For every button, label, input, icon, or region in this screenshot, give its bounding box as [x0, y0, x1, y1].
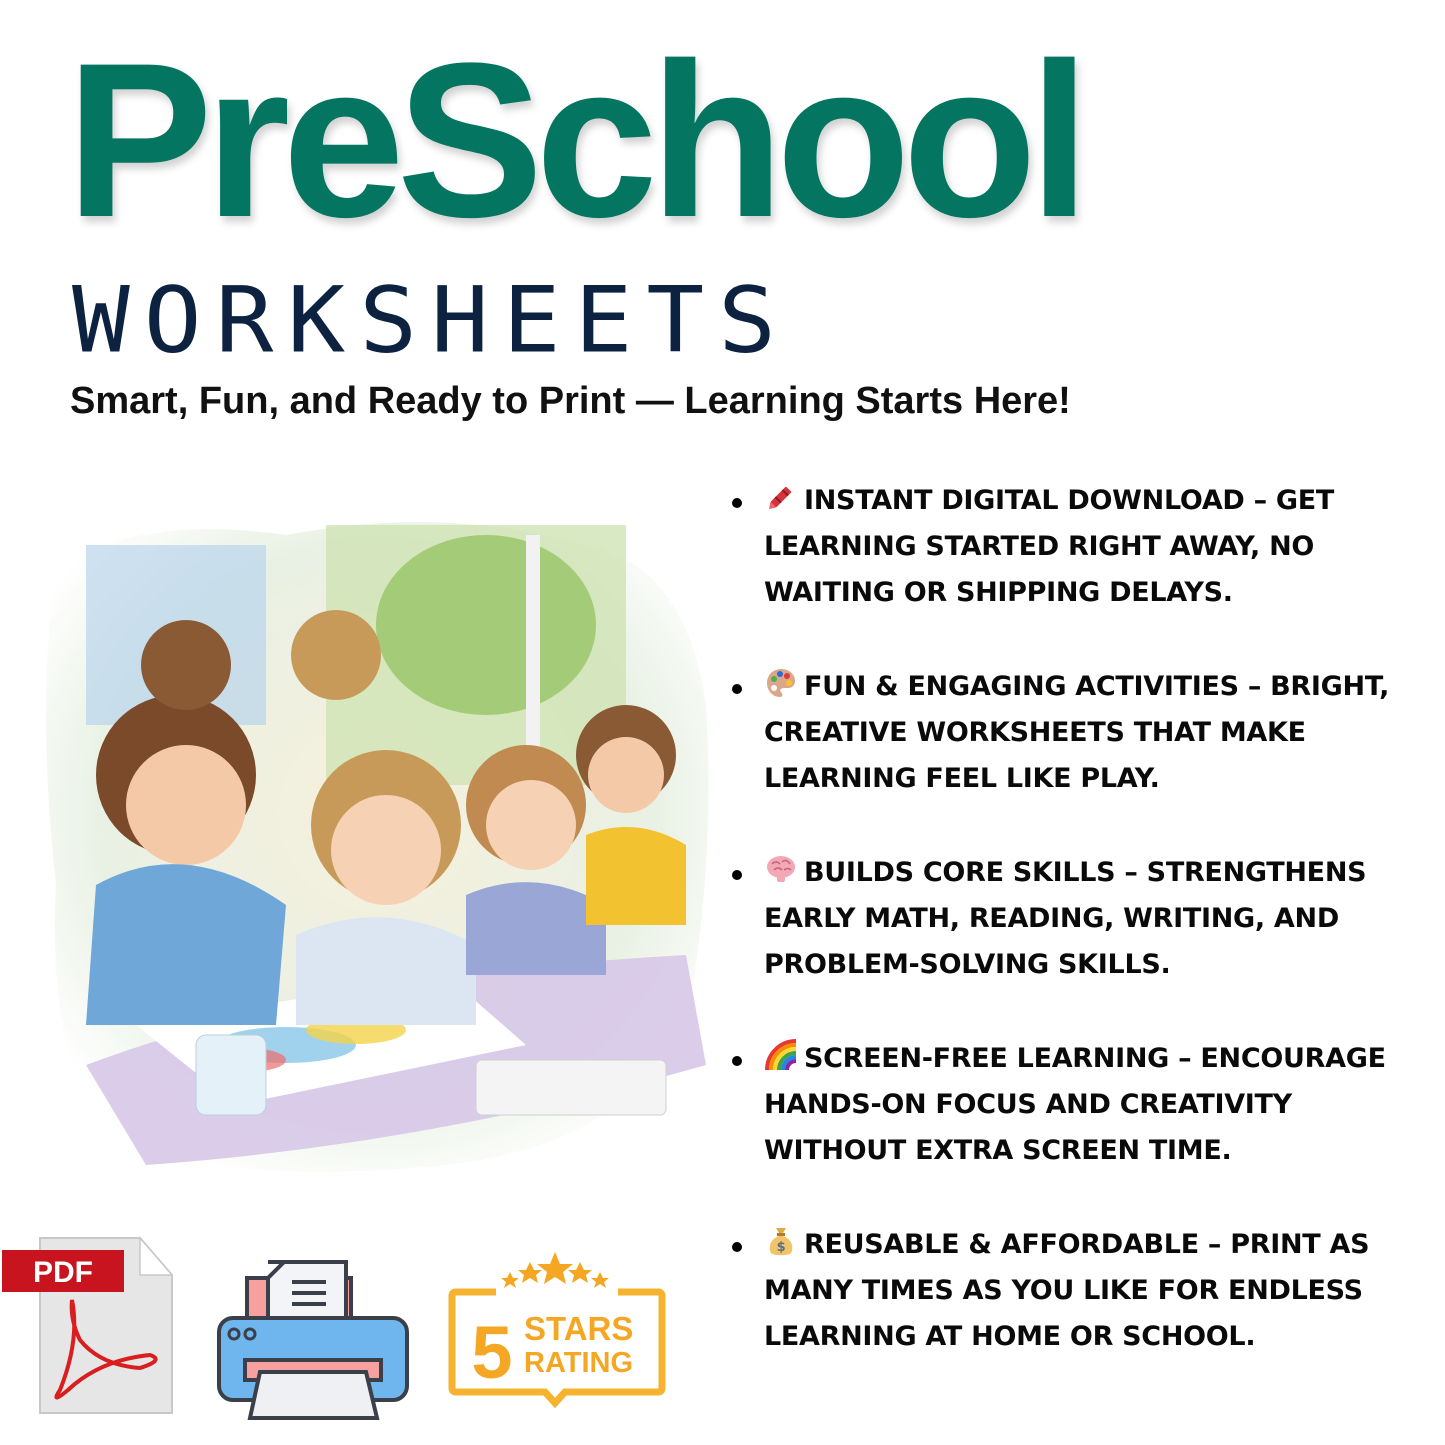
feature-text: REUSABLE & AFFORDABLE – PRINT AS MANY TIMES AS YOU LIKE FOR ENDLESS LEARNING AT HOME OR SCHOOL. [764, 1229, 1370, 1352]
feature-text: SCREEN-FREE LEARNING – ENCOURAGE HANDS-ON FOCUS AND CREATIVITY WITHOUT EXTRA SCREEN TIME. [764, 1043, 1386, 1166]
svg-text:PDF: PDF [33, 1256, 93, 1289]
bullet-dot-icon [732, 1242, 742, 1252]
children-painting-illustration [26, 505, 722, 1200]
brain-icon [764, 852, 798, 886]
bullet-dot-icon [732, 870, 742, 880]
rainbow-icon [764, 1038, 798, 1072]
feature-item [728, 850, 1428, 988]
printer-icon [219, 1262, 407, 1418]
page-subtitle: WORKSHEETS [72, 266, 790, 374]
svg-text:$: $ [776, 1240, 786, 1255]
feature-item [728, 664, 1428, 802]
svg-text:STARS: STARS [524, 1310, 634, 1347]
feature-item [728, 1222, 1428, 1360]
feature-item [728, 478, 1428, 616]
badge-row [0, 1230, 700, 1430]
tagline: Smart, Fun, and Ready to Print — Learning Starts Here! [70, 380, 1071, 422]
bullet-dot-icon [732, 498, 742, 508]
crayon-icon [764, 480, 798, 514]
feature-text: FUN & ENGAGING ACTIVITIES – BRIGHT, CREATIVE WORKSHEETS THAT MAKE LEARNING FEEL LIKE PLAY. [764, 671, 1390, 794]
svg-text:5: 5 [471, 1311, 513, 1394]
bullet-dot-icon [732, 684, 742, 694]
feature-item [728, 1036, 1428, 1174]
page-title: PreSchool [66, 17, 1083, 263]
feature-text: INSTANT DIGITAL DOWNLOAD – GET LEARNING STARTED RIGHT AWAY, NO WAITING OR SHIPPING DELAYS. [764, 485, 1335, 608]
pdf-file-icon [2, 1238, 172, 1413]
palette-icon [764, 666, 798, 700]
svg-text:RATING: RATING [524, 1347, 634, 1379]
five-star-rating-badge [452, 1252, 662, 1403]
feature-text: BUILDS CORE SKILLS – STRENGTHENS EARLY MATH, READING, WRITING, AND PROBLEM-SOLVING SKILLS. [764, 857, 1367, 980]
bullet-dot-icon [732, 1056, 742, 1066]
feature-list [728, 478, 1428, 1408]
money-bag-icon [764, 1224, 798, 1258]
